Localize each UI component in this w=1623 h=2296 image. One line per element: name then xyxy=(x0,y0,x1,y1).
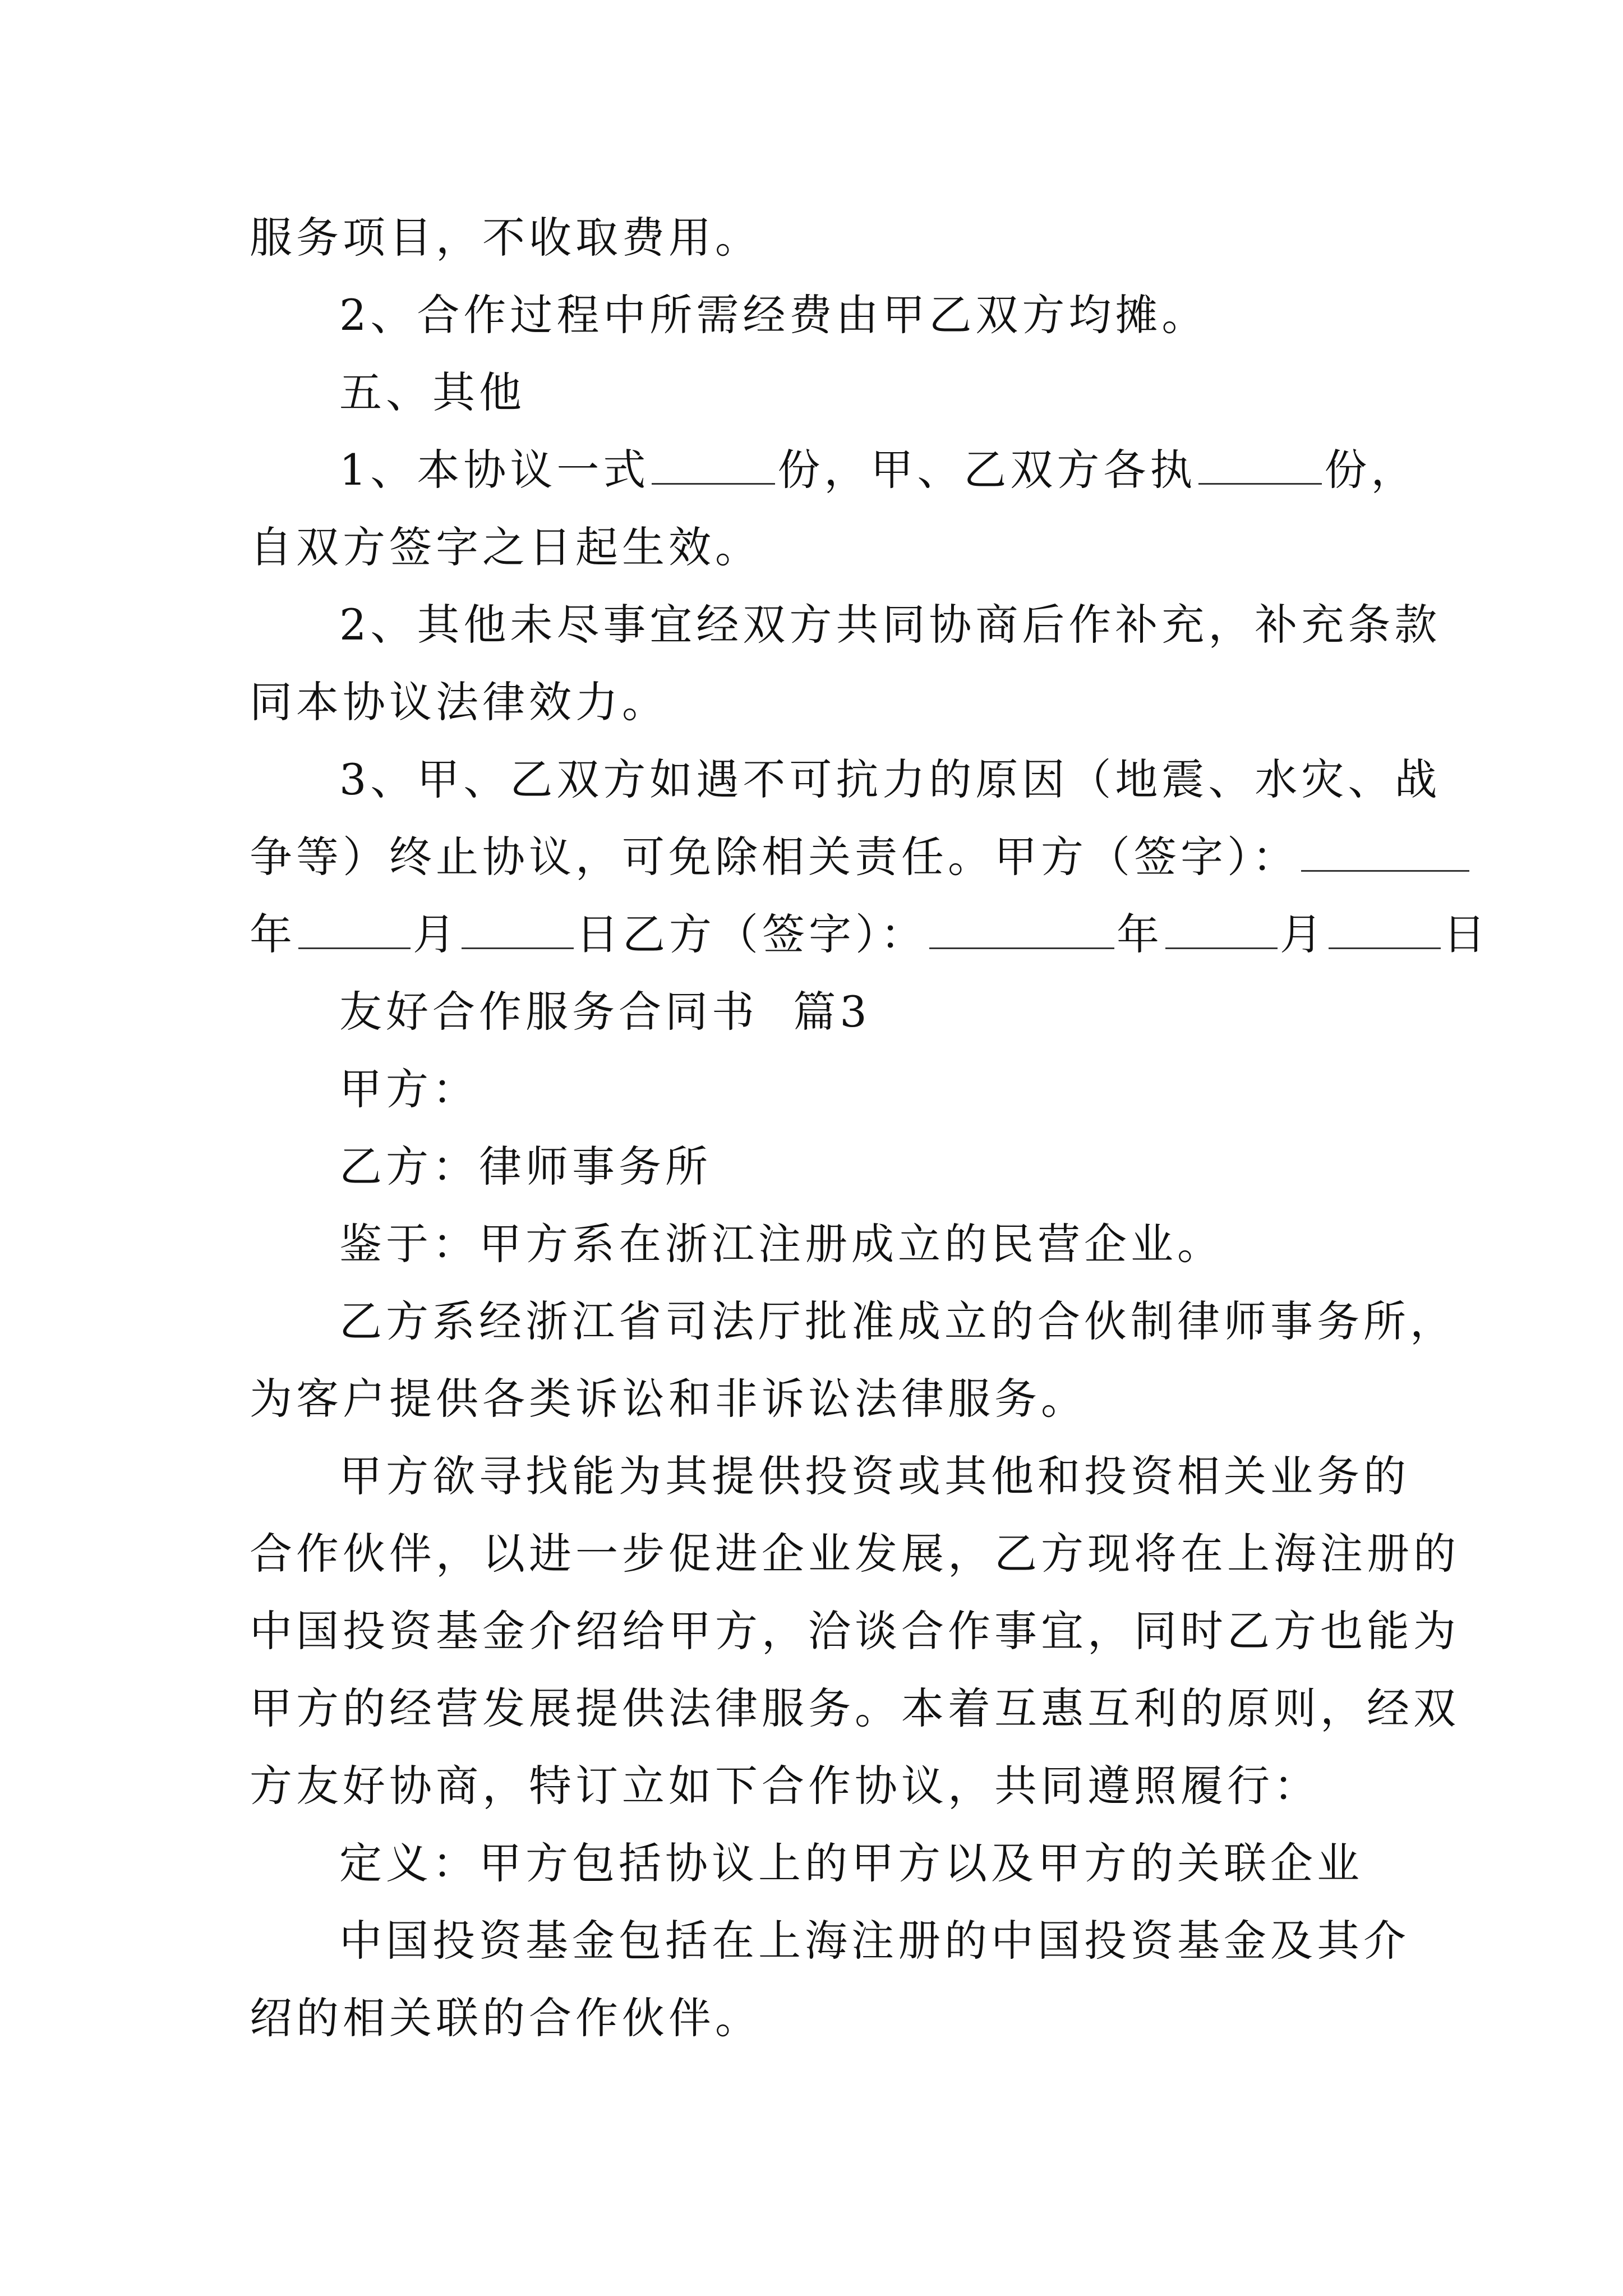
text-line: 2、合作过程中所需经费由甲乙双方均摊。 xyxy=(339,290,1209,340)
fill-in-blank xyxy=(1165,905,1278,949)
fill-in-blank xyxy=(298,905,411,949)
fill-in-blank xyxy=(652,440,775,485)
text-line xyxy=(250,896,1490,973)
text-line: 甲方： xyxy=(339,1064,479,1114)
text-segment: 争等）终止协议，可免除相关责任。甲方（签字）： xyxy=(250,832,1299,882)
fill-in-blank xyxy=(1198,440,1322,485)
text-line: 乙方系经浙江省司法厅批准成立的合伙制律师事务所， xyxy=(339,1296,1456,1346)
text-line: 绍的相关联的合作伙伴。 xyxy=(250,1993,762,2043)
text-line: 中国投资基金包括在上海注册的中国投资基金及其介 xyxy=(339,1916,1410,1966)
signature-blank xyxy=(1301,827,1469,872)
text-segment: 日乙方（签字）： xyxy=(576,909,927,959)
fill-in-blank xyxy=(462,905,574,949)
text-line xyxy=(250,818,1399,896)
text-line: 方友好协商，特订立如下合作协议，共同遵照履行： xyxy=(250,1761,1320,1811)
text-line: 3、甲、乙双方如遇不可抗力的原因（地震、水灾、战 xyxy=(339,754,1441,804)
text-line: 服务项目，不收取费用。 xyxy=(250,213,762,263)
fill-in-blank xyxy=(1329,905,1441,949)
text-line: 定义：甲方包括协议上的甲方以及甲方的关联企业 xyxy=(339,1838,1363,1888)
text-line: 甲方的经营发展提供法律服务。本着互惠互利的原则，经双 xyxy=(250,1683,1460,1733)
text-line xyxy=(250,431,1418,509)
text-segment: 年 xyxy=(250,909,296,959)
text-segment: 月 xyxy=(413,909,459,959)
text-line: 2、其他未尽事宜经双方共同协商后作补充，补充条款 xyxy=(339,600,1441,650)
text-line: 中国投资基金介绍给甲方，洽谈合作事宜，同时乙方也能为 xyxy=(250,1606,1460,1656)
text-segment: 1、本协议一式 xyxy=(339,445,650,495)
text-line: 甲方欲寻找能为其提供投资或其他和投资相关业务的 xyxy=(339,1451,1410,1501)
text-line: 鉴于：甲方系在浙江注册成立的民营企业。 xyxy=(339,1219,1224,1269)
text-segment: 份，甲、乙双方各执 xyxy=(777,445,1197,495)
text-line: 为客户提供各类诉讼和非诉讼法律服务。 xyxy=(250,1374,1087,1424)
text-segment: 份， xyxy=(1324,445,1418,495)
text-line: 自双方签字之日起生效。 xyxy=(250,522,762,572)
section-heading: 五、其他 xyxy=(339,367,525,417)
text-segment: 日 xyxy=(1443,909,1490,959)
text-line: 乙方：律师事务所 xyxy=(339,1142,712,1191)
text-line: 同本协议法律效力。 xyxy=(250,677,668,727)
document-body xyxy=(250,199,1490,2057)
text-segment: 年 xyxy=(1117,909,1163,959)
text-segment: 月 xyxy=(1280,909,1326,959)
document-title: 友好合作服务合同书 篇3 xyxy=(339,987,871,1037)
text-line: 合作伙伴，以进一步促进企业发展，乙方现将在上海注册的 xyxy=(250,1529,1460,1579)
signature-blank xyxy=(929,905,1114,949)
